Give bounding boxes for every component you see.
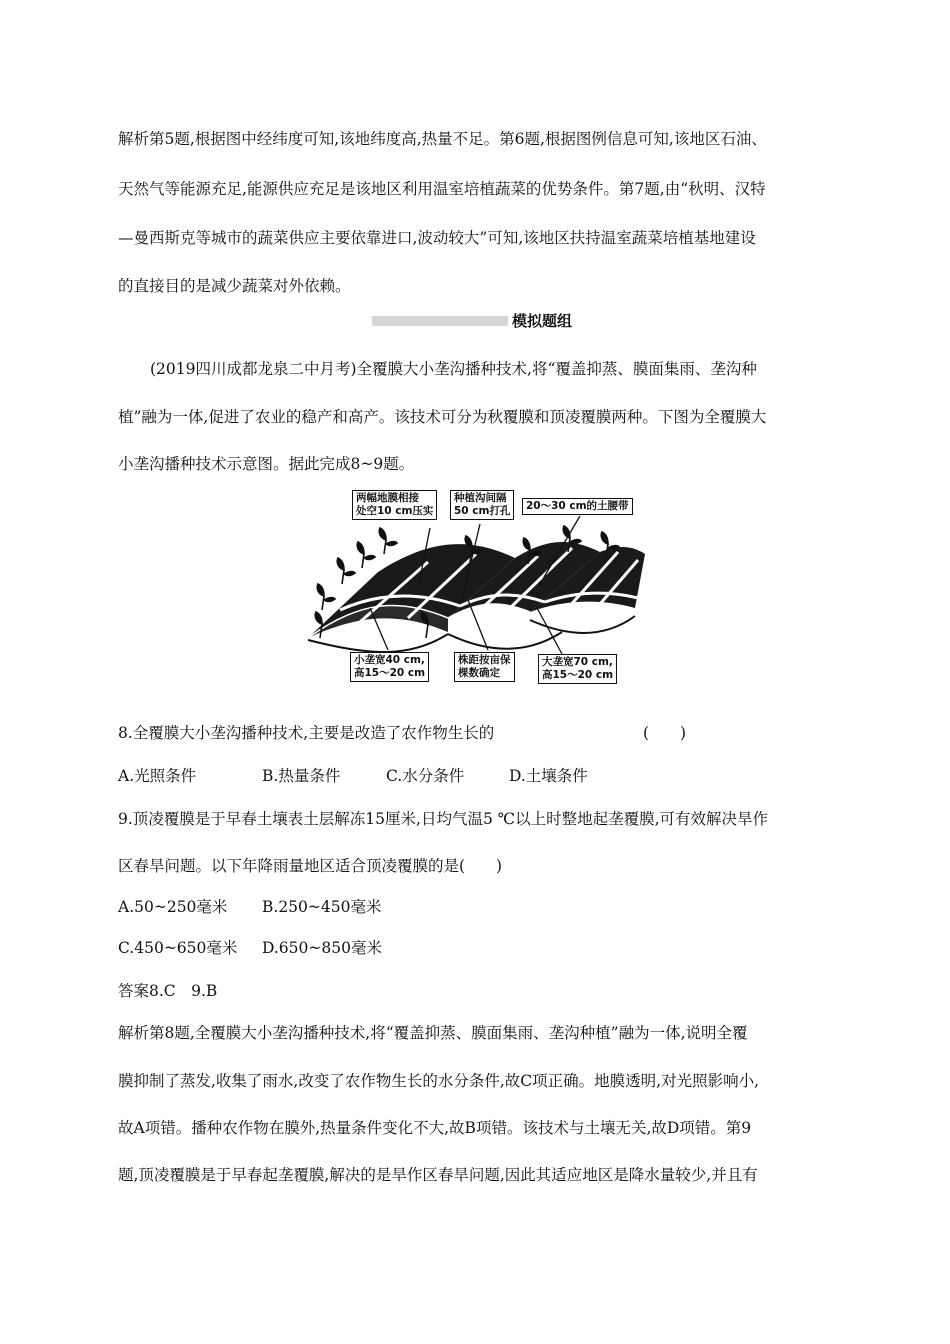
answer-bracket: ( ): [643, 724, 687, 742]
answer-line: 答案8.C 9.B: [118, 982, 218, 1000]
label-plant-spacing: 株距按亩保 棵数确定: [454, 652, 515, 682]
label-small-ridge: 小垄宽40 cm, 高15～20 cm: [350, 652, 429, 682]
analysis-line: 故A项错。播种农作物在膜外,热量条件变化不大,故B项错。该技术与土壤无关,故D项错。第9: [118, 1119, 752, 1137]
intro-line: 植”融为一体,促进了农业的稳产和高产。该技术可分为秋覆膜和顶凌覆膜两种。下图为全覆膜大: [118, 408, 767, 426]
label-furrow-spacing: 种植沟间隔 50 cm打孔: [450, 490, 514, 520]
q8-option-d: D.土壤条件: [509, 767, 588, 785]
intro-line: 小垄沟播种技术示意图。据此完成8~9题。: [118, 455, 415, 473]
intro-line: (2019四川成都龙泉二中月考)全覆膜大小垄沟播种技术,将“覆盖抑蒸、膜面集雨、垄沟种: [150, 360, 757, 378]
analysis-line: 膜抑制了蒸发,收集了雨水,改变了农作物生长的水分条件,故C项正确。地膜透明,对光照影响小,: [118, 1072, 759, 1090]
analysis-line: 题,顶凌覆膜是于早春起垄覆膜,解决的是旱作区春旱问题,因此其适应地区是降水量较少,并且有: [118, 1166, 758, 1184]
section-title: 模拟题组: [512, 312, 573, 330]
q8-option-a: A.光照条件: [118, 767, 197, 785]
label-soil-belt: 20～30 cm的土腰带: [522, 498, 633, 515]
q8-option-b: B.热量条件: [262, 767, 341, 785]
label-large-ridge: 大垄宽70 cm, 高15～20 cm: [538, 654, 617, 684]
label-film-joint: 两幅地膜相接 处空10 cm压实: [352, 490, 437, 520]
text-line: —曼西斯克等城市的蔬菜供应主要依靠进口,波动较大”可知,该地区扶持温室蔬菜培植基地建设: [118, 229, 756, 247]
q9-option-d: D.650~850毫米: [262, 939, 382, 957]
ridge-furrow-diagram: [300, 488, 650, 693]
text-line: 天然气等能源充足,能源供应充足是该地区利用温室培植蔬菜的优势条件。第7题,由“秋明、汉特: [118, 180, 766, 198]
text-line: 的直接目的是减少蔬菜对外依赖。: [118, 277, 351, 295]
text-line: 解析第5题,根据图中经纬度可知,该地纬度高,热量不足。第6题,根据图例信息可知,该地区石油、: [118, 130, 767, 148]
q9-option-a: A.50~250毫米: [118, 898, 228, 916]
q9-option-c: C.450~650毫米: [118, 939, 238, 957]
question-9-stem: 区春旱问题。以下年降雨量地区适合顶凌覆膜的是( ): [118, 857, 503, 875]
question-8-stem: 8.全覆膜大小垄沟播种技术,主要是改造了农作物生长的: [118, 724, 495, 742]
q8-option-c: C.水分条件: [386, 767, 465, 785]
question-9-stem: 9.顶凌覆膜是于早春土壤表土层解冻15厘米,日均气温5 ℃以上时整地起垄覆膜,可有效解决旱作: [118, 810, 768, 828]
q9-option-b: B.250~450毫米: [262, 898, 382, 916]
section-bar: [372, 316, 508, 326]
analysis-line: 解析第8题,全覆膜大小垄沟播种技术,将“覆盖抑蒸、膜面集雨、垄沟种植”融为一体,说明全覆: [118, 1024, 748, 1042]
